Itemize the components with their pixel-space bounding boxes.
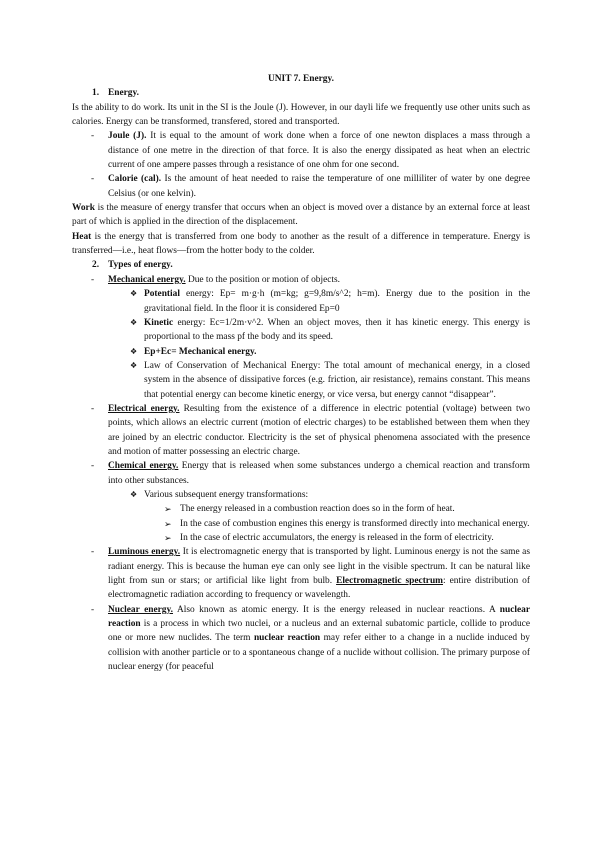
mechanical-energy-item: - Mechanical energy. Due to the position or motion of objects. <box>72 273 530 287</box>
work-paragraph: Work is the measure of energy transfer that occurs when an object is moved over a distance by an external force at least part of which is applied in the direction of the displacement. <box>72 203 530 228</box>
kinetic-term: Kinetic <box>144 317 174 328</box>
combustion-heat-item: ➢ The energy released in a combustion reaction does so in the form of heat. <box>72 502 530 516</box>
calorie-item: - Calorie (cal). Is the amount of heat needed to raise the temperature of one milliliter of water by one degree Celsius (or one kelvin). <box>72 172 530 201</box>
luminous-term: Luminous energy. <box>108 547 181 558</box>
page-title: UNIT 7. Energy. <box>268 74 334 84</box>
joule-item: - Joule (J). It is equal to the amount of work done when a force of one newton displaces a mass through a distance of one metre in the direction of that force. It is also the energy dissipated as heat when an electric current of one ampere passes through a resistance of one ohm for one second. <box>72 129 530 172</box>
section-2-heading: 2. Types of energy. <box>92 260 173 271</box>
document-page <box>72 72 530 674</box>
joule-term: Joule (J). <box>108 131 147 142</box>
mechanical-sum-item: ❖ Ep+Ec= Mechanical energy. <box>72 345 530 359</box>
energy-definition: Is the ability to do work. Its unit in the SI is the Joule (J). However, in our dayli life we frequently use other units such as calories. Energy can be transformed, transfered, stored and transported. <box>72 102 530 128</box>
kinetic-energy-item: ❖ Kinetic energy: Ec=1/2m·v^2. When an object moves, then it has kinetic energy. This energy is proportional to the mass pf the body and its speed. <box>72 316 530 345</box>
electrical-energy-item: - Electrical energy. Resulting from the existence of a difference in electric potential (voltage) between two points, which allows an electric current (motion of electric charges) to be established between them when they are joined by an electric conductor. Electricity is the set of physical phenomena associated with the presence and motion of matter possessing an electric charge. <box>72 402 530 459</box>
heat-paragraph: Heat is the energy that is transferred from one body to another as the result of a difference in temperature. Energy is transferred—i.e., heat flows—from the hotter body to the colder. <box>72 231 530 257</box>
section-1-heading: 1. Energy. <box>92 88 139 99</box>
spectrum-term: Electromagnetic spectrum <box>336 576 443 587</box>
electrical-term: Electrical energy. <box>108 403 180 414</box>
potential-energy-item: ❖ Potential energy: Ep= m·g·h (m=kg; g=9,8m/s^2; h=m). Energy due to the position in the gravitational field. In the floor it is considered Ep=0 <box>72 287 530 316</box>
nuclear-term: Nuclear energy. <box>108 604 173 615</box>
calorie-term: Calorie (cal). <box>108 174 162 185</box>
heat-term: Heat <box>72 231 92 242</box>
luminous-energy-item: - Luminous energy. It is electromagnetic energy that is transported by light. Luminous energy is not the same as radiant energy. This is because the human eye can only see light in the visible spectrum. It can be natural like light from sun or stars; or artificial like light from bulb. Electromagnetic spectrum: entire distribution of electromagnetic radiation according to frequency or wavelength. <box>72 545 530 602</box>
mechanical-term: Mechanical energy. <box>108 274 186 285</box>
work-term: Work <box>72 203 95 214</box>
nuclear-energy-item: - Nuclear energy. Also known as atomic energy. It is the energy released in nuclear reactions. A nuclear reaction is a process in which two nuclei, or a nucleus and an external subatomic particle, collide to produce one or more new nuclides. The term nuclear reaction may refer either to a change in a nuclide induced by collision with another particle or to a spontaneous change of a nuclide without collision. The primary purpose of nuclear energy (for peaceful <box>72 603 530 675</box>
conservation-law-item: ❖ Law of Conservation of Mechanical Energy: The total amount of mechanical energy, in a closed system in the absence of dissipative forces (e.g. friction, air resistance), remains constant. This means that potential energy can become kinetic energy, or vice versa, but energy cannot “disappear”. <box>72 359 530 402</box>
accumulator-item: ➢ In the case of electric accumulators, the energy is released in the form of electricity. <box>72 531 530 545</box>
combustion-engine-item: ➢ In the case of combustion engines this energy is transformed directly into mechanical energy. <box>72 517 530 531</box>
chemical-subitem: ❖ Various subsequent energy transformations: <box>72 488 530 502</box>
chemical-term: Chemical energy. <box>108 461 179 472</box>
chemical-energy-item: - Chemical energy. Energy that is released when some substances undergo a chemical reaction and transform into other substances. <box>72 459 530 488</box>
potential-term: Potential <box>144 289 180 300</box>
